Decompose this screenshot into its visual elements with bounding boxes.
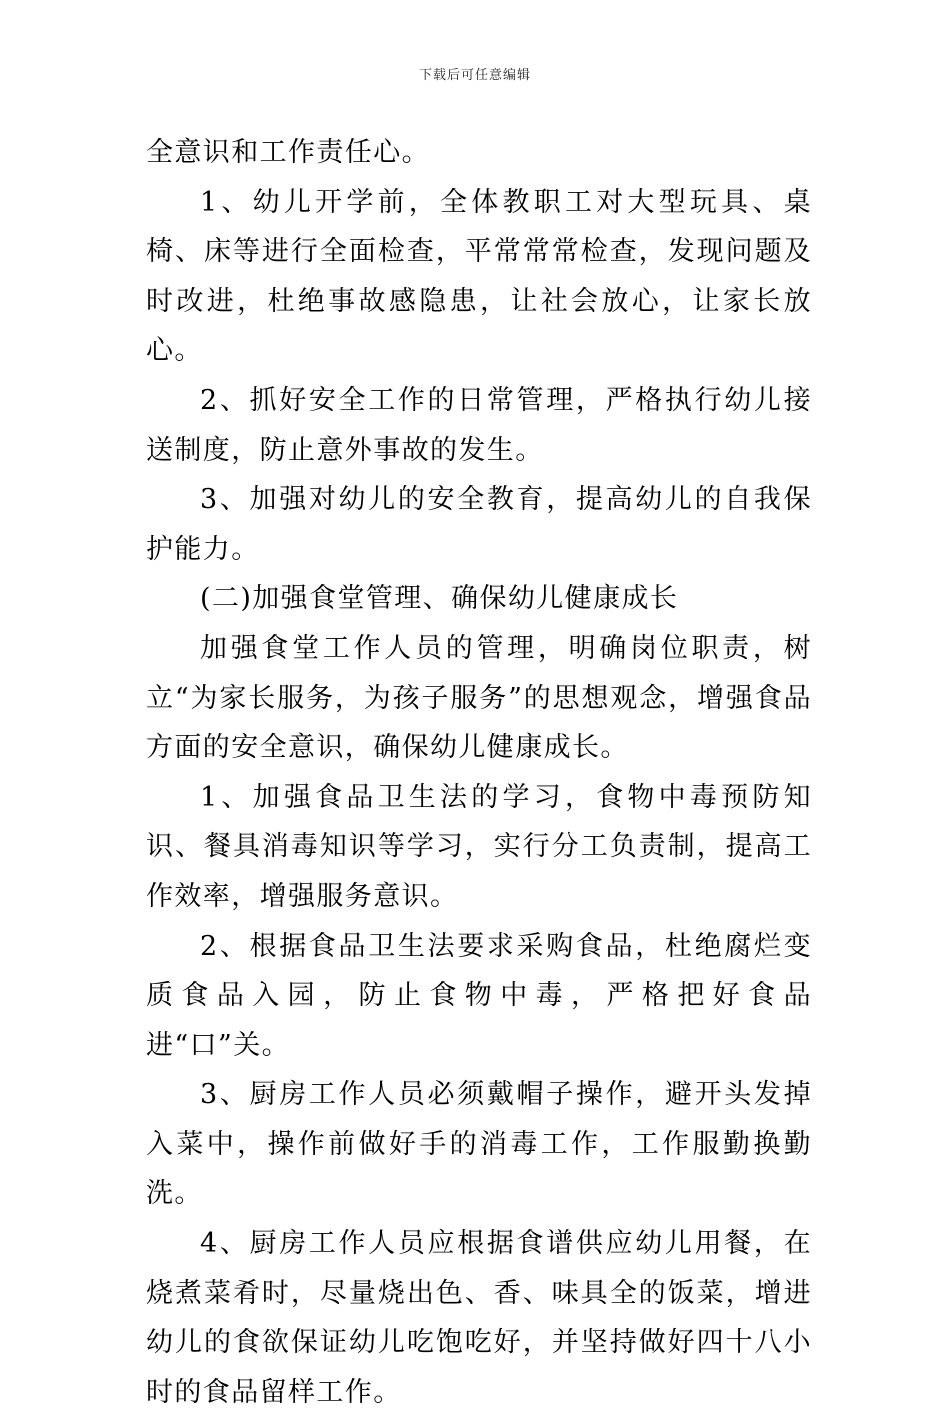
- paragraph-item-3-safety-education: 3、加强对幼儿的安全教育，提高幼儿的自我保护能力。: [146, 484, 812, 565]
- paragraph-item-1-inspection: 1、幼儿开学前，全体教职工对大型玩具、桌椅、床等进行全面检查，平常常常检查，发现问题及时改进，杜绝事故感隐患，让社会放心，让家长放心。: [146, 186, 812, 367]
- paragraph-item-2-daily-management: 2、抓好安全工作的日常管理，严格执行幼儿接送制度，防止意外事故的发生。: [146, 384, 812, 466]
- document-body: [146, 128, 812, 1417]
- section-heading-canteen: (二)加强食堂管理、确保幼儿健康成长: [200, 583, 679, 615]
- paragraph-continuation: 全意识和工作责任心。: [146, 137, 430, 168]
- paragraph-canteen-intro: 加强食堂工作人员的管理，明确岗位职责，树立“为家长服务，为孩子服务”的思想观念，增强食品方面的安全意识，确保幼儿健康成长。: [146, 632, 812, 764]
- paragraph-canteen-item-1: 1、加强食品卫生法的学习，食物中毒预防知识、餐具消毒知识等学习，实行分工负责制，提高工作效率，增强服务意识。: [146, 781, 812, 912]
- paragraph-canteen-item-2: 2、根据食品卫生法要求采购食品，杜绝腐烂变质食品入园，防止食物中毒，严格把好食品进“口”关。: [146, 930, 812, 1061]
- paragraph-canteen-item-4: 4、厨房工作人员应根据食谱供应幼儿用餐，在烧煮菜肴时，尽量烧出色、香、味具全的饭菜，增进幼儿的食欲保证幼儿吃饱吃好，并坚持做好四十八小时的食品留样工作。: [146, 1228, 812, 1408]
- paragraph-canteen-item-3: 3、厨房工作人员必须戴帽子操作，避开头发掉入菜中，操作前做好手的消毒工作，工作服勤换勤洗。: [146, 1079, 812, 1210]
- page-header: 下载后可任意编辑: [418, 68, 531, 83]
